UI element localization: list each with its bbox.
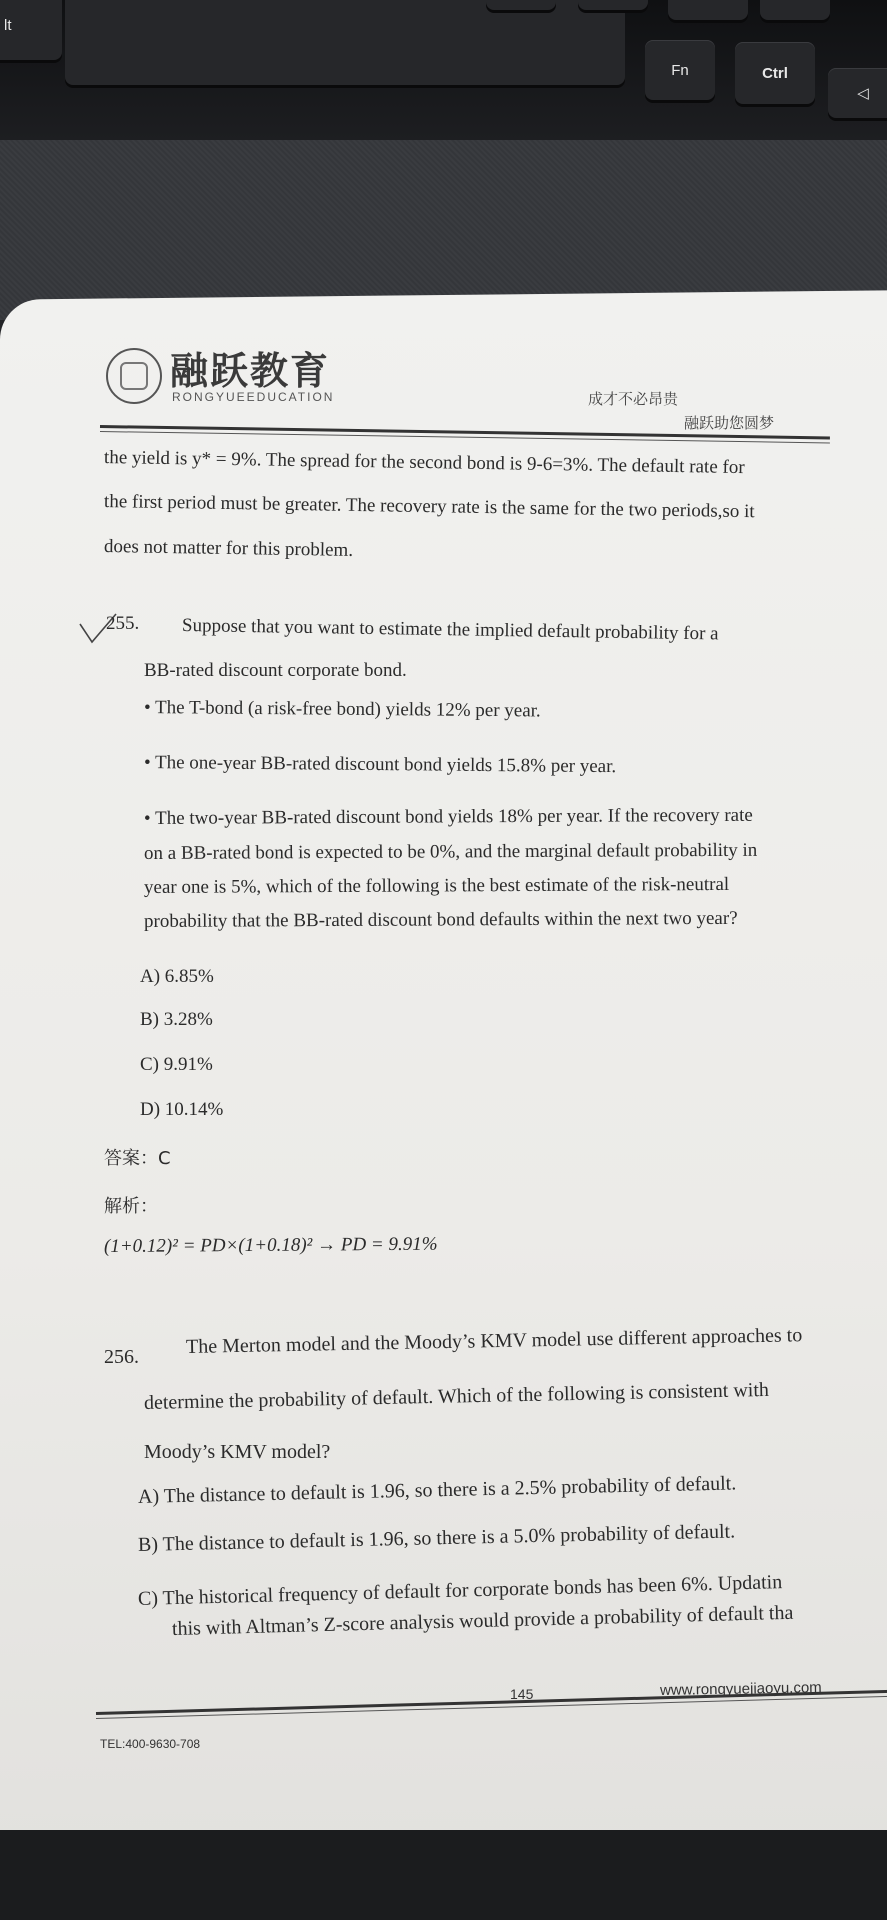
q255-stem-2: BB-rated discount corporate bond.	[144, 660, 407, 681]
key-ctrl: Ctrl	[735, 42, 815, 104]
key-top-2	[578, 0, 648, 10]
q255-bullet-3b: on a BB-rated bond is expected to be 0%, and the marginal default probability in	[143, 839, 758, 864]
q255-bullet-3d: probability that the BB-rated discount bond defaults within the next two year?	[143, 907, 738, 932]
q255-option-d: D) 10.14%	[140, 1099, 224, 1120]
footer-tel: TEL:400-9630-708	[100, 1737, 201, 1751]
q255-option-c: C) 9.91%	[140, 1054, 213, 1075]
key-arrow-left: ◁	[828, 68, 887, 118]
q255-bullet-1: • The T-bond (a risk-free bond) yields 12% per year.	[143, 697, 541, 722]
header-slogan-2: 融跃助您圆梦	[684, 414, 775, 432]
q255-option-a: A) 6.85%	[140, 966, 214, 987]
logo-english: RONGYUEEDUCATION	[172, 390, 335, 404]
footer-website: www.rongyuejiaoyu.com	[659, 1679, 822, 1699]
q256-option-c-1: C) The historical frequency of default for corporate bonds has been 6%. Updatin	[137, 1571, 783, 1610]
q256-number: 256.	[104, 1346, 139, 1368]
q255-number: 255.	[106, 613, 140, 634]
key-left: lt	[0, 0, 62, 60]
keyboard	[0, 0, 887, 140]
prev-answer-line-1: the yield is y* = 9%. The spread for the second bond is 9-6=3%. The default rate for	[103, 447, 745, 479]
q255-bullet-3a: • The two-year BB-rated discount bond yields 18% per year. If the recovery rate	[143, 804, 753, 829]
q256-option-b: B) The distance to default is 1.96, so there is a 5.0% probability of default.	[137, 1520, 736, 1556]
logo-emblem-icon	[106, 348, 162, 404]
q256-option-a: A) The distance to default is 1.96, so there is a 2.5% probability of default.	[137, 1472, 737, 1508]
key-top-1	[486, 0, 556, 10]
prev-answer-line-3: does not matter for this problem.	[103, 536, 354, 561]
footer-page-number: 145	[510, 1686, 534, 1702]
q256-option-c-2: this with Altman’s Z-score analysis would provide a probability of default tha	[171, 1601, 794, 1640]
q255-analysis-label: 解析：	[104, 1196, 158, 1217]
q255-bullet-2: • The one-year BB-rated discount bond yields 15.8% per year.	[143, 752, 617, 778]
key-fn: Fn	[645, 40, 715, 100]
header-slogan-1: 成才不必昂贵	[588, 390, 679, 408]
q255-stem-1: Suppose that you want to estimate the implied default probability for a	[181, 615, 719, 645]
q256-stem-1: The Merton model and the Moody’s KMV model use different approaches to	[185, 1324, 803, 1358]
desk-bottom	[0, 1830, 887, 1920]
q255-option-b: B) 3.28%	[140, 1009, 213, 1030]
logo-chinese: 融跃教育	[170, 349, 331, 393]
key-top-3	[668, 0, 748, 20]
q255-formula: (1+0.12)² = PD×(1+0.18)² → PD = 9.91%	[103, 1233, 438, 1257]
q255-answer: 答案：C	[104, 1148, 171, 1169]
key-top-4	[760, 0, 830, 20]
q256-stem-2: determine the probability of default. Which of the following is consistent with	[143, 1378, 770, 1414]
prev-answer-line-2: the first period must be greater. The recovery rate is the same for the two periods,so it	[103, 491, 755, 523]
q255-bullet-3c: year one is 5%, which of the following is the best estimate of the risk-neutral	[143, 873, 730, 898]
q256-stem-3: Moody’s KMV model?	[144, 1441, 331, 1463]
key-spacebar	[65, 0, 625, 85]
